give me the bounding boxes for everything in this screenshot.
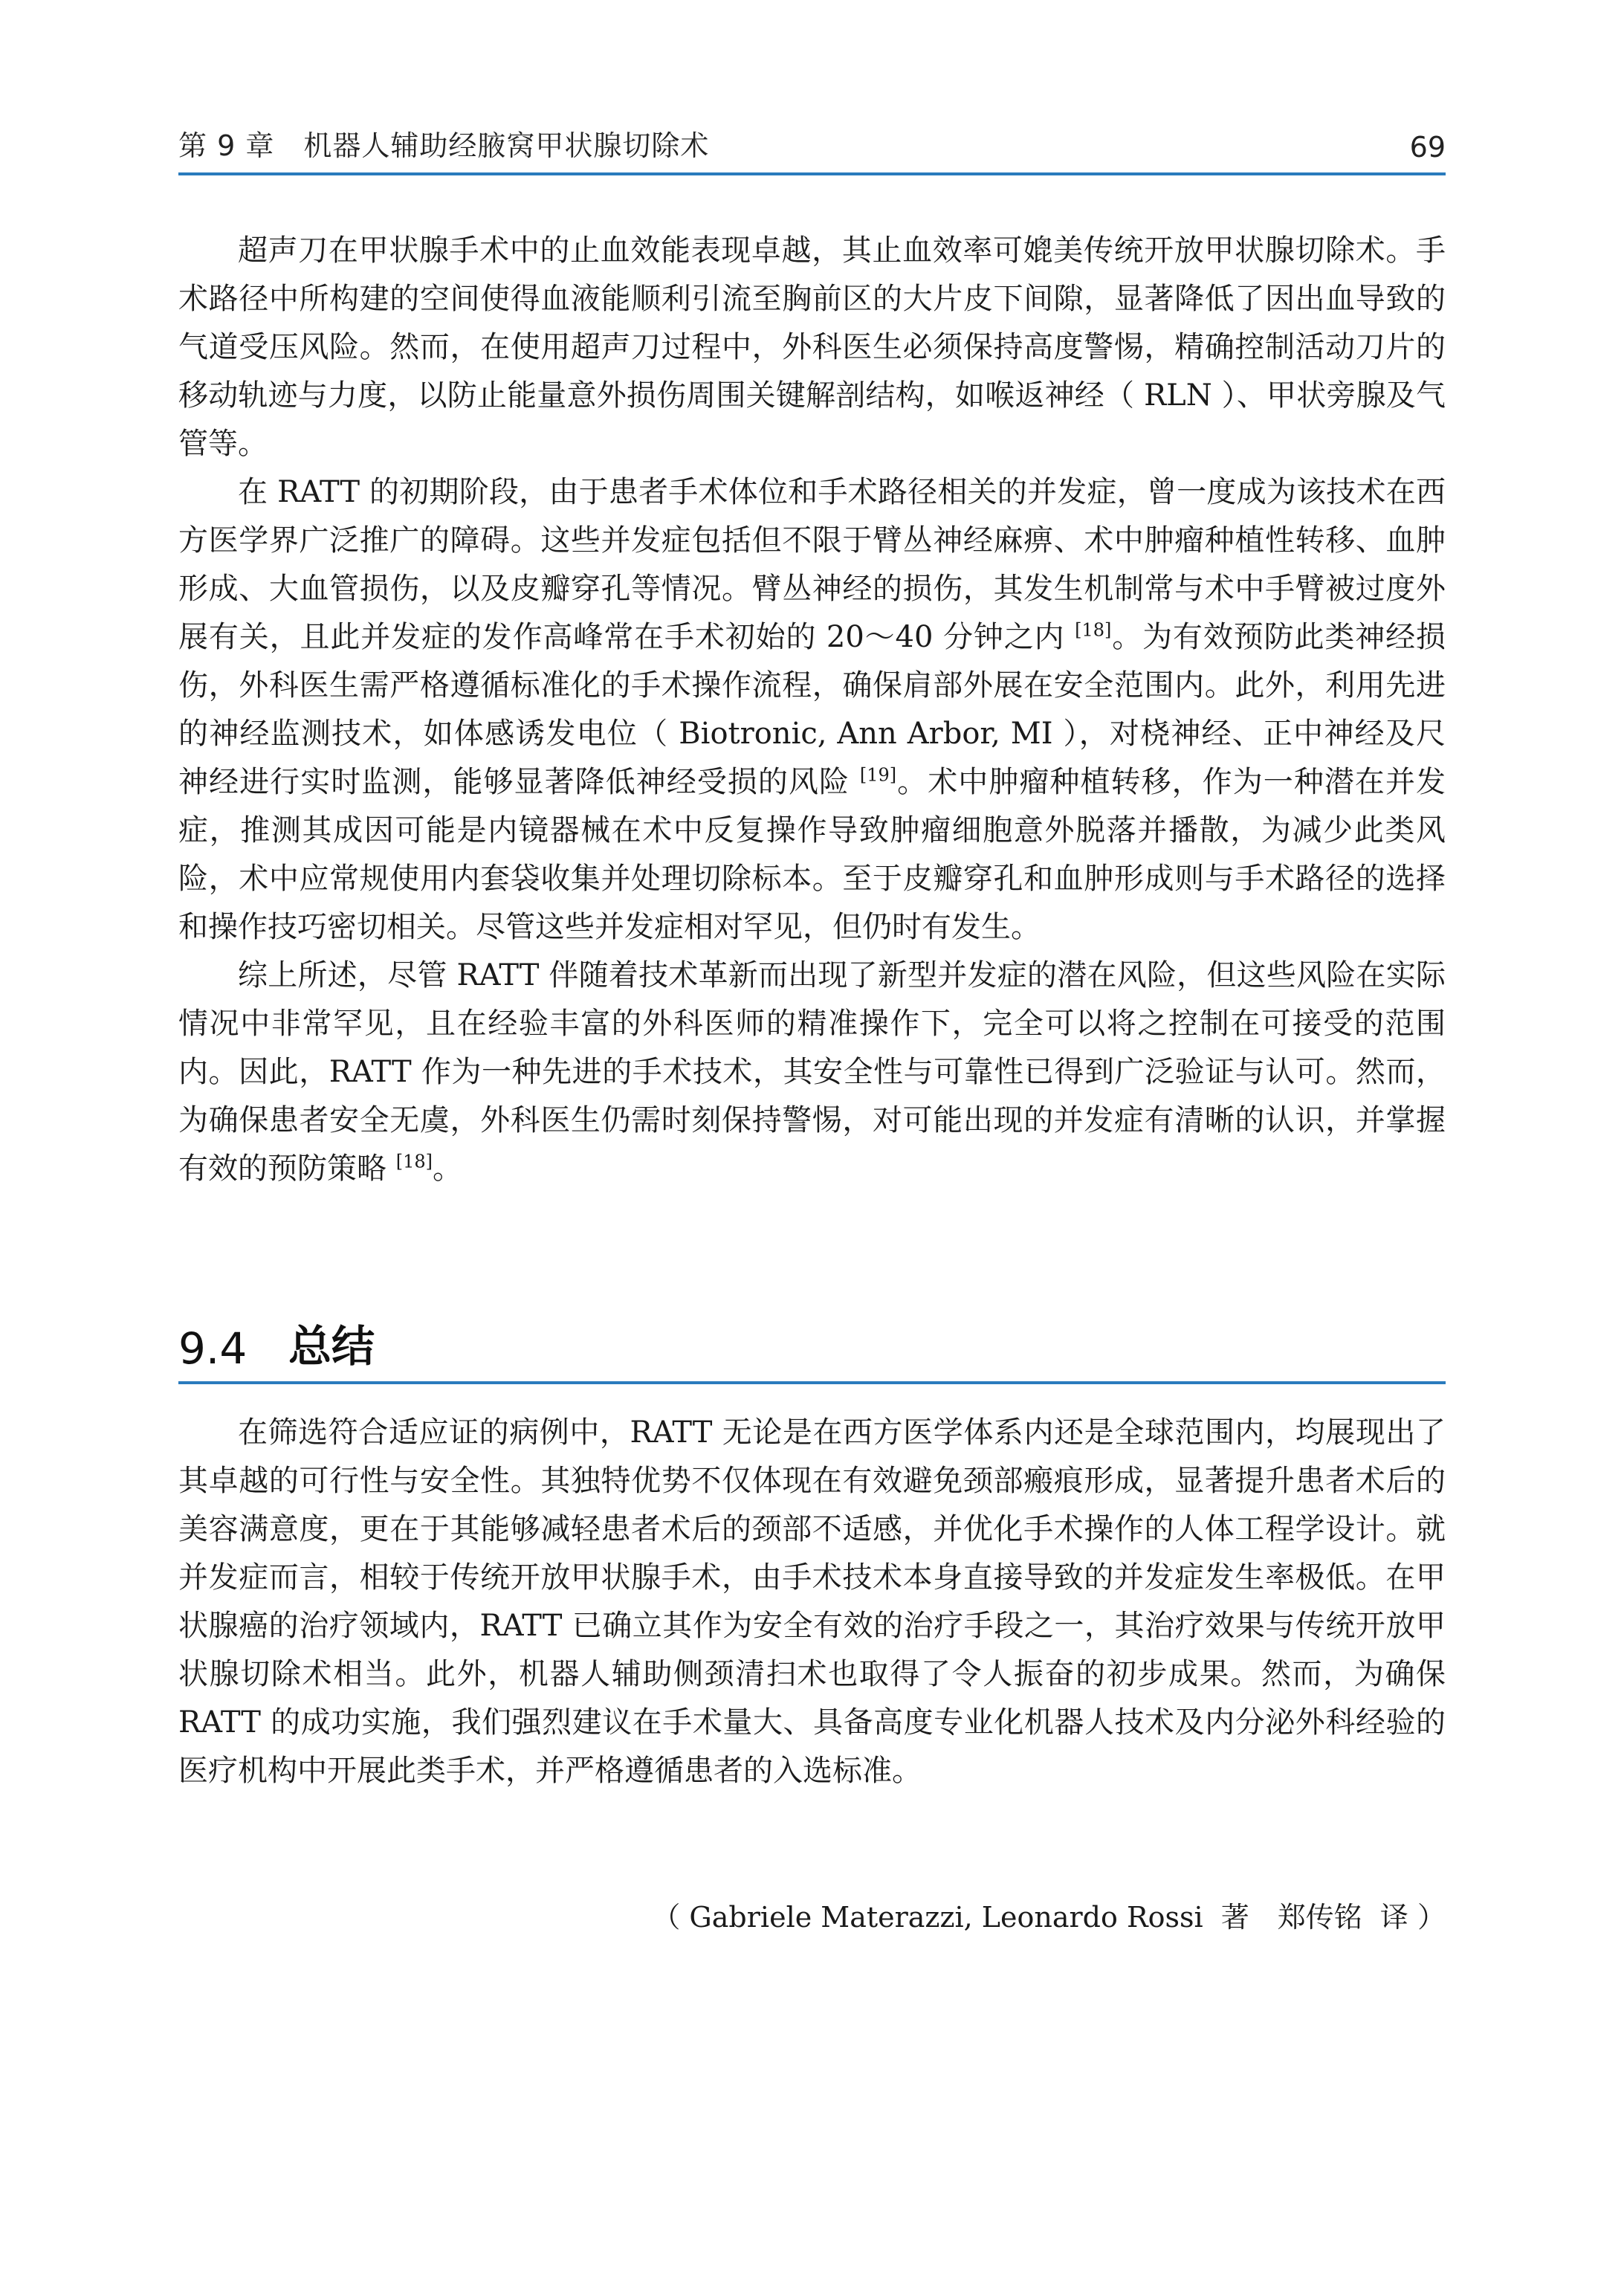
author-translator-attribution: （ Gabriele Materazzi, Leonardo Rossi 著 郑传铭 译 ） — [652, 1901, 1446, 1934]
section-title: 总结 — [288, 1321, 375, 1372]
paragraph-summary-risk — [178, 952, 1446, 1193]
body-text-block-1 — [178, 227, 1446, 1193]
page-number: 69 — [1409, 131, 1446, 164]
chapter-title: 第 9 章 机器人辅助经腋窝甲状腺切除术 — [178, 129, 710, 162]
paragraph-text: 。术中肿瘤种植转移，作为一种潜在并发症，推测其成因可能是内镜器械在术中反复操作导致肿瘤细胞意外脱落并播散，为减少此类风险，术中应常规使用内套袋收集并处理切除标本。至于皮瓣穿孔和血肿形成则与手术路径的选择和操作技巧密切相关。尽管这些并发症相对罕见，但仍时有发生。 — [178, 765, 1446, 944]
body-text-block-2 — [178, 1409, 1446, 1795]
section-heading — [178, 1322, 1446, 1384]
running-header — [178, 125, 1446, 175]
paragraph-ultrasonic-scalpel: 超声刀在甲状腺手术中的止血效能表现卓越，其止血效率可媲美传统开放甲状腺切除术。手术路径中所构建的空间使得血液能顺利引流至胸前区的大片皮下间隙，显著降低了因出血导致的气道受压风险。然而，在使用超声刀过程中，外科医生必须保持高度警惕，精确控制活动刀片的移动轨迹与力度，以防止能量意外损伤周围关键解剖结构，如喉返神经（ RLN ）、甲状旁腺及气管等。 — [178, 233, 1446, 461]
section-number: 9.4 — [178, 1323, 248, 1374]
paragraph-text: 。 — [432, 1152, 462, 1186]
paragraph-text: 在 RATT 的初期阶段，由于患者手术体位和手术路径相关的并发症，曾一度成为该技术在西方医学界广泛推广的障碍。这些并发症包括但不限于臂丛神经麻痹、术中肿瘤种植性转移、血肿形成、大血管损伤，以及皮瓣穿孔等情况。臂丛神经的损伤，其发生机制常与术中手臂被过度外展有关，且此并发症的发作高峰常在手术初始的 20～40 分钟之内 — [178, 475, 1446, 654]
citation-ref: [19] — [859, 764, 897, 786]
citation-ref: [18] — [395, 1151, 433, 1172]
citation-ref: [18] — [1075, 619, 1112, 641]
paragraph-text: 。为有效预防此类神经损伤，外科医生需严格遵循标准化的手术操作流程，确保肩部外展在安全范围内。此外，利用先进的神经监测技术，如体感诱发电位（ Biotronic, Ann Arbor, MI ），对桡神经、正中神经及尺神经进行实时监测，能够显著降低神经受损的风险 — [178, 620, 1446, 799]
paragraph-text: 综上所述，尽管 RATT 伴随着技术革新而出现了新型并发症的潜在风险，但这些风险在实际情况中非常罕见，且在经验丰富的外科医师的精准操作下，完全可以将之控制在可接受的范围内。因此，RATT 作为一种先进的手术技术，其安全性与可靠性已得到广泛验证与认可。然而，为确保患者安全无虞，外科医生仍需时刻保持警惕，对可能出现的并发症有清晰的认识，并掌握有效的预防策略 — [178, 958, 1446, 1186]
paragraph-complications — [178, 468, 1446, 952]
paragraph-conclusion: 在筛选符合适应证的病例中，RATT 无论是在西方医学体系内还是全球范围内，均展现出了其卓越的可行性与安全性。其独特优势不仅体现在有效避免颈部瘢痕形成，显著提升患者术后的美容满意度，更在于其能够减轻患者术后的颈部不适感，并优化手术操作的人体工程学设计。就并发症而言，相较于传统开放甲状腺手术，由手术技术本身直接导致的并发症发生率极低。在甲状腺癌的治疗领域内，RATT 已确立其作为安全有效的治疗手段之一，其治疗效果与传统开放甲状腺切除术相当。此外，机器人辅助侧颈清扫术也取得了令人振奋的初步成果。然而，为确保 RATT 的成功实施，我们强烈建议在手术量大、具备高度专业化机器人技术及内分泌外科经验的医疗机构中开展此类手术，并严格遵循患者的入选标准。 — [178, 1415, 1446, 1788]
